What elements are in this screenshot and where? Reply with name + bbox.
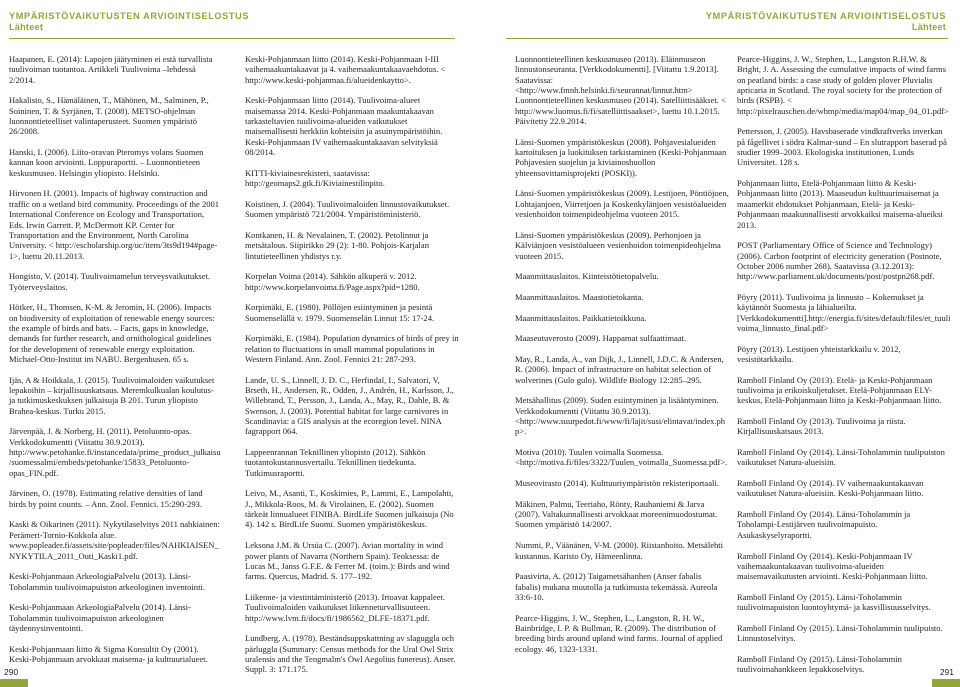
reference-entry: Paasivirta, A. (2012) Taigametsähanhen (Anser fabalis fabalis) mukana muutolla ja tutkimusta tekemässä. Aureola 33:6-10. — [515, 571, 718, 602]
reference-entry: Maaseutuverosto (2009). Happamat sulfaattimaat. — [515, 333, 687, 344]
reference-entry: KITTI-kiviainesrekisteri, saatavissa: http://geomaps2.gtk.fi/Kiviainestilinpito. — [245, 167, 385, 189]
reference-entry: Pearce-Higgins, J. W., Stephen, L., Langston, R. H. W., Bainbridge, I. P. & Bullman, R. (2009). The distribution of breeding birds around upland wind farms. Journal of applied ecology. 46, 1323-1331. — [515, 612, 723, 654]
reference-entry: POST (Parliamentary Office of Science and Technology) (2006). Carbon footprint of electricity generation (Postnote, October 2006 number 268). Saatavissa (3.12.2013): http://www.parliament.uk/documents/post/postpn268.pdf. — [737, 240, 942, 282]
reference-entry: Hongisto, V. (2014). Tuulivoimamelun terveysvaikutukset. Työterveyslaitos. — [9, 271, 211, 292]
reference-entry: May, R., Landa, A., van Dijk, J., Linnell, J.D.C. & Andersen, R. (2006). Impact of infrastructure on habitat selection of wolverines (Gulo gulo). Wildlife Biology 12:285–295. — [515, 353, 724, 385]
reference-column-4 — [737, 54, 951, 685]
reference-entry: Länsi-Suomen ympäristökeskus (2008). Pohjavesialueiden kartoituksen ja luokituksen tarkistaminen (Keski-Pohjanmaan Pohjavesien suojelun ja kiviainoshuollon yhteensovittamisprojekti (POSKI)). — [515, 136, 727, 178]
reference-entry: Ramboll Finland Oy (2013). Tuulivoima ja riista. Kirjallisuuskatsaus 2013. — [737, 416, 906, 437]
reference-entry: Pearce-Higgins, J. W., Stephen, L., Langston R.H.W. & Bright, J. A. Assessing the cumulative impacts of wind farms on peatland birds: a case study of golden plover Pluvialis apricaria in Scotland. The royal society for the protection of birds (RSPB). < http://pixelrauschen.de/wbmp/media/map04/map_04_01.pdf> — [737, 54, 949, 116]
running-head-title: YMPÄRISTÖVAIKUTUSTEN ARVIOINTISELOSTUS — [705, 11, 946, 21]
reference-entry: Keski-Pohjanmaan ArkeologiaPalvelu (2013). Länsi-Toholammin tuulivoimapuiston arkeologinen inventointi. — [9, 571, 205, 592]
reference-entry: Koistinen, J. (2004). Tuulivoimaloiden linnustovaikutukset. Suomen ympäristö 721/2004. Ympäristöministeriö. — [245, 198, 450, 220]
reference-entry: Keski-Pohjanmaan liitto & Sigma Konsultit Oy (2001). Keski-Pohjanmaan arvokkaat maisema- ja kulttuurialueet. — [9, 643, 208, 664]
reference-column-1 — [9, 54, 221, 675]
reference-entry: Lappeenrannan Teknillinen yliopisto (2012). Sähkön tuotantokustannusvertailu. Teknillinen tiedekunta. Tutkimusraportti. — [245, 447, 426, 478]
reference-entry: Ramboll Finland Oy (2014). Länsi-Toholammin tuulipuiston vaikutukset Natura-alueisiin. — [737, 447, 945, 468]
reference-entry: Keski-Pohjanmaan liitto (2014). Keski-Pohjanmaan I-III vaihemaakuntakaavat ja 4. vaihemaakuntakaavaehdotus. < http://www.keski-pohjanmaa.fi/alueidenkaytto>. — [245, 54, 446, 85]
reference-entry: Museovirasto (2014). Kulttuuriympäristön rekisteriportaali. — [515, 478, 719, 489]
reference-entry: Maanmittauslaitos. Kiinteistötietopalvelu. — [515, 271, 659, 282]
reference-entry: Hanski, I. (2006). Liito-oravan Pteromys volans Suomen kannan koon arviointi. Loppuraportti. – Luonnontieteen keskusmuseo. Helsingin yliopisto. Helsinki. — [9, 147, 204, 178]
reference-entry: Metsähallitus (2009). Suden esiintyminen ja lisääntyminen. Verkkodokumentti (Viitattu 30.9.2013). <http://www.suurpedot.fi/www/fi/lajit/susi/elintavat/index.php>. — [515, 395, 726, 437]
reference-entry: Leivo, M., Asanti, T., Koskimies, P., Lammi, E., Lampolahti, J., Mikkola-Roos, M. & Virolainen, E. (2002). Suomen tärkeät linnualueet FINIBA. BirdLife Suomen julkaisuja (No 4). 142 s. BirdLife Suomi. Suomen ympäristökeskus. — [245, 488, 454, 530]
reference-entry: Hirvonen H. (2001). Impacts of highway construction and traffic on a wetland bird community. Proceedings of the 2001 International Conference on Ecology and Transportation, Eds. Irwin Garrett. P, McDermott KP. Center for Transportation and the Environment, North Carolina University. < http://escholarship.org/uc/item/3ts9d194#page-1>, luettu 20.11.2013. — [9, 188, 220, 261]
reference-entry: Järvinen, O. (1978). Estimating relative densities of land birds by point counts. – Ann. Zool. Fennici. 15:290-293. — [9, 488, 203, 509]
reference-entry: Lundberg, A. (1978). Beständsuppskattning av slaguggla och pärluggla (Summary: Census methods for the Ural Owl Strix uralensis and the Tengmalm's Owl Aegolius funereus). Anser. Suppl. 3: 171.175. — [245, 633, 456, 675]
reference-entry: Lande, U. S., Linnell, J. D. C., Herfindal, I., Salvatori, V, Brseth, H., Andersen, R., Odden, J., Andrén, H., Karlsson, J., Willebrand, T., Persson, J., Landa, A., May, R., Dahle, B. & Swenson, J. (2003). Potential habitat for large carnivores in Scandinavia: a GIS analysis at the ecoregion level. NINA fagrapport 064. — [245, 374, 454, 437]
reference-entry: Korpimäki, E. (1984). Population dynamics of birds of prey in relation to fluctuations in small mammal populations in Western Finland. Ann. Zool. Fennici 21: 287-293. — [245, 333, 459, 364]
reference-column-2 — [245, 54, 459, 685]
page-number-left: 290 — [4, 667, 19, 677]
header-rule — [506, 38, 948, 39]
reference-entry: Pohjanmaan liitto, Etelä-Pohjanmaan liitto & Keski-Pohjanmaan liitto (2013). Maaseudun kulttuurimaisemat ja maamerkit ehdotukset Pohjanmaan, Etelä- ja Keski-Pohjanmaan maakunnallisesti arvokkaiksi maisema-alueiksi 2013. — [737, 178, 943, 230]
reference-entry: Luonnontieteellinen keskusmuseo (2013). Eläinmuseon linnustonseuranta. [Verkkodokumentti]. [Viitattu 1.9.2013]. Saatavissa: <http://www.fmnh.helsinki.fi/seurannat/linnut.htm> Luonnontieteellinen keskusmuseo (2014). Satelliittisääkset. < http://www.luomus.fi/fi/satelliittisaakset>, luettu 10.1.2015. Päivitetty 22.9.2014. — [515, 54, 726, 127]
reference-entry: Hakalisto, S., Hämäläinen, T., Mähönen, M., Salminen, P., Soininen, T. & Syrjänen, T. (2008). METSO-ohjelman luonnontieteelliset valintaperusteet. Suomen ympäristö 26/2008. — [9, 95, 209, 137]
reference-entry: Pöyry (2011). Tuulivoima ja linnusto – Kokemukset ja käytännöt Suomesta ja lähialueilta. [Verkkodokumentti].http://energia.fi/sites/default/files/et_tuulivoima_linnusto_final.pdf> — [737, 291, 951, 333]
page-number-right: 291 — [939, 667, 954, 677]
reference-column-3 — [515, 54, 729, 664]
reference-entry: Ramboll Finland Oy (2014). IV vaihemaakuntakaavan vaikutukset Natura-alueisiin. Keski-Pohjanmaan liitto. — [737, 478, 924, 499]
reference-entry: Nummi, P., Väänänen, V-M. (2000). Riistanhoito. Metsälehti kustannus. Karisto Oy, Hämeenlinna. — [515, 540, 724, 561]
reference-entry: Ramboll Finland Oy (2014). Länsi-Toholammin ja Toholampi-Lestijärven tuulivoimapuisto. Asukaskyselyraportti. — [737, 509, 911, 540]
reference-entry: Länsi-Suomen ympäristökeskus (2009). Lestijoen, Pöntiöjoen, Lohtajanjoen, Viirretjoen ja Koskenkylänjoen vesistöalueiden vesienhoidon toimenpideohjelma vuoteen 2015. — [515, 188, 729, 220]
running-head-subtitle: Lähteet — [9, 21, 44, 32]
running-head-subtitle: Lähteet — [911, 21, 946, 32]
reference-entry: Ramboll Finland Oy (2013). Etelä- ja Keski-Pohjanmaan tuulivoima ja erikoiskuljetukset. Etelä-Pohjanmaan ELY-keskus, Etelä-Pohjanmaan liitto ja Keski-Pohjanmaan liitto. — [737, 374, 942, 406]
reference-entry: Korpelan Voima (2014). Sähkön alkuperä v. 2012. http://www.korpelanvoima.fi/Page.aspx?pid=1280. — [245, 271, 420, 292]
reference-entry: Järvenpää, J. & Norberg, H. (2011). Petoluonto-opas. Verkkodokumentti (Viitattu 30.9.2013). http://www.petohanke.fi/instancedata/prime_product_julkaisu/suomessalmi/embeds/petohanke/15833_Petoluonto-opas_FIN.pdf. — [9, 426, 221, 478]
reference-entry: Ramboll Finland Oy (2015). Länsi-Toholammin tuulivoimahankkeen lepakkoselvitys. — [737, 653, 902, 675]
header-rule — [9, 38, 455, 39]
reference-entry: Ramboll Finland Oy (2015). Länsi-Toholammin tuulivoimapuiston luontoyhtymä- ja kasvillisuusselvitys. — [737, 591, 931, 613]
reference-entry: Liikenne- ja viestintäministeriö (2013). Irtoavat kappaleet. Tuulivoimaloiden vaikutukset liikenneturvallisuuteen. http://www.lvm.fi/docs/fi/1986562_DLFE-18371.pdf. — [245, 591, 446, 623]
reference-entry: Ijäs, A & Hoikkala, J. (2015). Tuulivoimaloiden vaikutukset lepakoihin – kirjallisuuskatsaus. Meremkulkualan koulutus- ja tutkimuskeskuksen julkaisuja B 201. Turun yliopisto Brahea-keskus. Turku 2015. — [9, 374, 215, 416]
reference-entry: Pettersson, J. (2005). Havsbaserade vindkraftverks inverkan på fågellivet i södra Kalmar-sund – En slutrapport baserad på studier 1999–2003. Ekologiska institutionen, Lunds Universitet. 128 s. — [737, 126, 947, 168]
running-head-title: YMPÄRISTÖVAIKUTUSTEN ARVIOINTISELOSTUS — [9, 11, 250, 21]
reference-entry: Pöyry (2013). Lestijoen yhteistarkkailu v. 2012, vesistötarkkailu. — [737, 343, 901, 364]
folio-bar-left — [0, 679, 28, 687]
reference-entry: Keski-Pohjanmaan ArkeologiaPalvelu (2014). Länsi-Toholammin tuulivoimapuiston arkeologinen täydennysinventointi. — [9, 602, 191, 633]
reference-entry: Hötker, H., Thomsen, K-M. & Jeromin, H. (2006). Impacts on biodiversity of exploitation of renewable energy sources: the example of birds and bats. – Facts, gaps in knowledge, demands for further research, and ornithological guidelines for the development of renewable energy exploitation. Michael-Otto-Institut im NABU. Bergenhusen. 65 s. — [9, 302, 215, 364]
reference-entry: Ramboll Finland Oy (2015). Länsi-Toholammin tuulipuisto. Linnustoselvitys. — [737, 622, 943, 644]
reference-entry: Maanmittauslaitos. Paikkatietoikkuna. — [515, 312, 647, 323]
running-head-right — [706, 11, 946, 32]
reference-entry: Keski-Pohjanmaan liitto (2014). Tuulivoima-alueet maisemassa 2014. Keski-Pohjanmaan maakuntakaavan tarkasteltavien tuulivoima-alueiden vaikutukset maisemallisesti herkkiin kohteisiin ja asuinympäristöihin. Keski-Pohjanmaan IV vaihemaakuntakaavan selvityksiä 08/2014. — [245, 95, 443, 158]
page-right — [480, 0, 960, 687]
reference-entry: Ramboll Finland Oy (2014). Keski-Pohjanmaan IV vaihemaakuntakaavan tuulivoima-alueiden maisemavaikutusten arviointi. Keski-Pohjanmaan liitto. — [737, 550, 928, 582]
reference-entry: Korpimäki, E. (1980). Pöllöjen esiintyminen ja pesintä Suomenselällä v. 1979. Suomenselän Linnut 15: 17-24. — [245, 302, 435, 323]
reference-entry: Maanmittauslaitos. Maastotietokanta. — [515, 291, 644, 302]
running-head-left — [9, 11, 249, 32]
reference-entry: Haapanen, E. (2014): Lapojen jäätyminen ei estä turvallista tuulivoiman tuotantoa. Artikkeli Tuulivoima –lehdessä 2/2014. — [9, 54, 213, 85]
reference-entry: Kaski & Oikarinen (2011). Nykytilaselvitys 2011 nahkiainen: Perämeri-Tornio-Kokkola alue. www.popleader.fi/assets/site/popleader/files/NAHKIAISEN_NYKYTILA_2011_Outi_Kaski1.pdf. — [9, 519, 220, 561]
reference-entry: Motiva (2010). Tuulen voimalla Suomessa. <http://motiva.fi/files/3322/Tuulen_voimalla_Suomessa.pdf>. — [515, 447, 728, 468]
folio-bar-right — [932, 679, 960, 687]
reference-entry: Mäkinen, Palmu, Teeriaho, Rönty, Rauhaniemi & Jarva (2007). Valtakunnallisesti arvokkaat moreenimuodostumat. Suomen ympäristö 14/2007. — [515, 498, 718, 530]
reference-entry: Länsi-Suomen ympäristökeskus (2009). Perhonjoen ja Kälviänjoen vesistöalueen vesienhoidon toimenpideohjelma vuoteen 2015. — [515, 229, 721, 261]
reference-entry: Kontkanen, H. & Nevalainen, T. (2002). Petolinnut ja metsätalous. Siipirikko 29 (2): 1-80. Pohjois-Karjalan lintutieteellinen yhdistys r.y. — [245, 229, 429, 261]
reference-entry: Leksona J.M. & Ursúa C. (2007). Avian mortality in wind power plants of Navarra (Northern Spain). Teoksessa: de Lucas M., Janss G.F.E. & Ferrer M. (toim.): Birds and wind farms. Quercus, Madrid. S. 177–192. — [245, 540, 450, 582]
